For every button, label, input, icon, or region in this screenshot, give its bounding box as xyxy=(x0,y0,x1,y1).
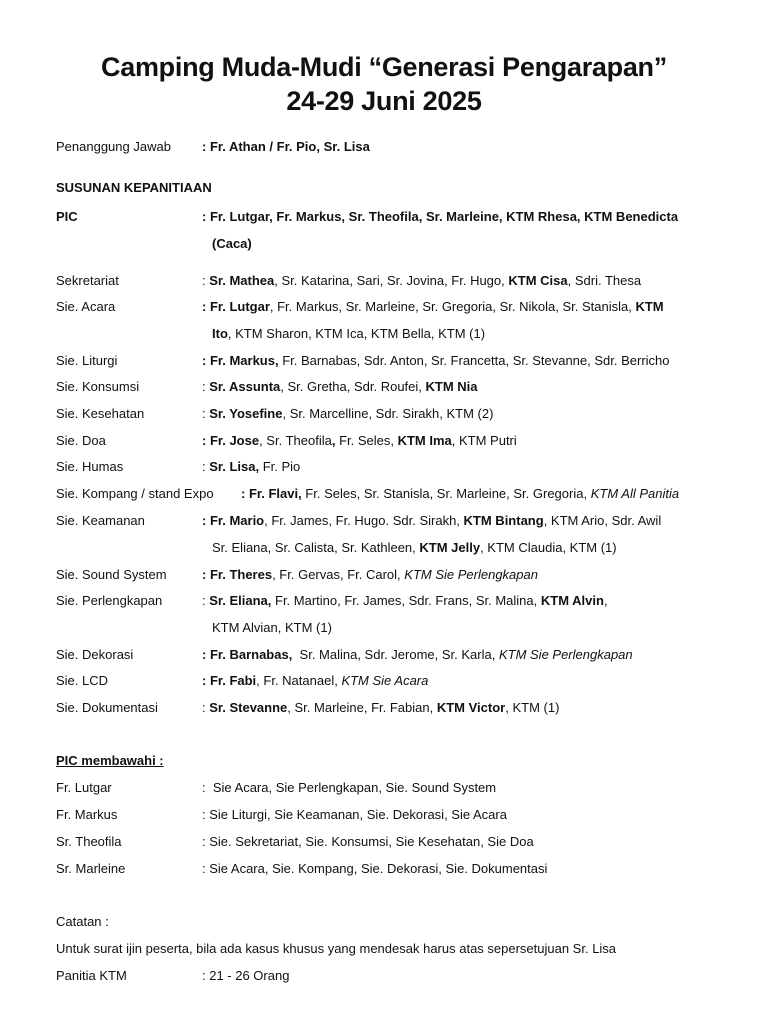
acara-value: : Fr. Lutgar, Fr. Markus, Sr. Marleine, Sr. Gregoria, Sr. Nikola, Sr. Stanisla, KTM xyxy=(202,299,664,314)
sound-label: Sie. Sound System xyxy=(56,567,167,582)
dekorasi-label: Sie. Dekorasi xyxy=(56,647,134,662)
pic-oversight-label: Fr. Lutgar xyxy=(56,780,112,795)
liturgi-value: : Fr. Markus, Fr. Barnabas, Sdr. Anton, Sr. Francetta, Sr. Stevanne, Sdr. Berricho xyxy=(202,353,670,368)
pic-oversight-label: Sr. Theofila xyxy=(56,834,122,849)
keamanan-label: Sie. Keamanan xyxy=(56,513,145,528)
pic-oversight-value: : Sie. Sekretariat, Sie. Konsumsi, Sie Kesehatan, Sie Doa xyxy=(202,834,534,849)
kesehatan-label: Sie. Kesehatan xyxy=(56,406,145,421)
committee-heading: SUSUNAN KEPANITIAAN xyxy=(56,180,212,195)
perlengkapan-value: : Sr. Eliana, Fr. Martino, Fr. James, Sdr. Frans, Sr. Malina, KTM Alvin, xyxy=(202,593,608,608)
humas-value: : Sr. Lisa, Fr. Pio xyxy=(202,459,301,474)
dokumentasi-label: Sie. Dokumentasi xyxy=(56,700,158,715)
ktm-count-label: Panitia KTM xyxy=(56,968,127,983)
pic-oversight-label: Fr. Markus xyxy=(56,807,118,822)
doa-value: : Fr. Jose, Sr. Theofila, Fr. Seles, KTM Ima, KTM Putri xyxy=(202,433,517,448)
konsumsi-value: : Sr. Assunta, Sr. Gretha, Sdr. Roufei, KTM Nia xyxy=(202,379,478,394)
notes-heading: Catatan : xyxy=(56,914,109,929)
pic-oversight-heading: PIC membawahi : xyxy=(56,753,164,768)
title-line-2: 24-29 Juni 2025 xyxy=(286,86,482,116)
perlengkapan-label: Sie. Perlengkapan xyxy=(56,593,163,608)
acara-value-cont: Ito, KTM Sharon, KTM Ica, KTM Bella, KTM (1) xyxy=(212,326,486,341)
pic-oversight-label: Sr. Marleine xyxy=(56,861,126,876)
dekorasi-value: : Fr. Barnabas, Sr. Malina, Sdr. Jerome, Sr. Karla, KTM Sie Perlengkapan xyxy=(202,647,633,662)
kompang-value: : Fr. Flavi, Fr. Seles, Sr. Stanisla, Sr. Marleine, Sr. Gregoria, KTM All Panitia xyxy=(241,486,680,501)
konsumsi-label: Sie. Konsumsi xyxy=(56,379,140,394)
doa-label: Sie. Doa xyxy=(56,433,106,448)
pic-oversight-value: : Sie Acara, Sie Perlengkapan, Sie. Sound System xyxy=(202,780,497,795)
pic-oversight-value: : Sie Liturgi, Sie Keamanan, Sie. Dekorasi, Sie Acara xyxy=(202,807,507,822)
ktm-count-value: : 21 - 26 Orang xyxy=(202,968,290,983)
perlengkapan-value-cont: KTM Alvian, KTM (1) xyxy=(212,620,332,635)
pic-value-line2: (Caca) xyxy=(212,236,252,251)
humas-label: Sie. Humas xyxy=(56,459,124,474)
keamanan-value: : Fr. Mario, Fr. James, Fr. Hugo. Sdr. Sirakh, KTM Bintang, KTM Ario, Sdr. Awil xyxy=(202,513,662,528)
kesehatan-value: : Sr. Yosefine, Sr. Marcelline, Sdr. Sirakh, KTM (2) xyxy=(202,406,494,421)
sekretariat-label: Sekretariat xyxy=(56,273,119,288)
lcd-label: Sie. LCD xyxy=(56,673,109,688)
title-line-1: Camping Muda-Mudi “Generasi Pengarapan” xyxy=(101,52,667,82)
responsible-value: : Fr. Athan / Fr. Pio, Sr. Lisa xyxy=(202,139,370,154)
lcd-value: : Fr. Fabi, Fr. Natanael, KTM Sie Acara xyxy=(202,673,429,688)
kompang-label: Sie. Kompang / stand Expo xyxy=(56,486,214,501)
acara-label: Sie. Acara xyxy=(56,299,116,314)
sekretariat-value: : Sr. Mathea, Sr. Katarina, Sari, Sr. Jovina, Fr. Hugo, KTM Cisa, Sdri. Thesa xyxy=(202,273,642,288)
pic-value-line1: : Fr. Lutgar, Fr. Markus, Sr. Theofila, Sr. Marleine, KTM Rhesa, KTM Benedicta xyxy=(202,209,679,224)
notes-text: Untuk surat ijin peserta, bila ada kasus khusus yang mendesak harus atas sepersetujuan Sr. Lisa xyxy=(56,941,617,956)
pic-oversight-value: : Sie Acara, Sie. Kompang, Sie. Dekorasi, Sie. Dokumentasi xyxy=(202,861,548,876)
pic-label: PIC xyxy=(56,209,78,224)
keamanan-value-cont: Sr. Eliana, Sr. Calista, Sr. Kathleen, KTM Jelly, KTM Claudia, KTM (1) xyxy=(212,540,617,555)
sound-value: : Fr. Theres, Fr. Gervas, Fr. Carol, KTM Sie Perlengkapan xyxy=(202,567,538,582)
liturgi-label: Sie. Liturgi xyxy=(56,353,118,368)
dokumentasi-value: : Sr. Stevanne, Sr. Marleine, Fr. Fabian, KTM Victor, KTM (1) xyxy=(202,700,560,715)
responsible-label: Penanggung Jawab xyxy=(56,139,171,154)
